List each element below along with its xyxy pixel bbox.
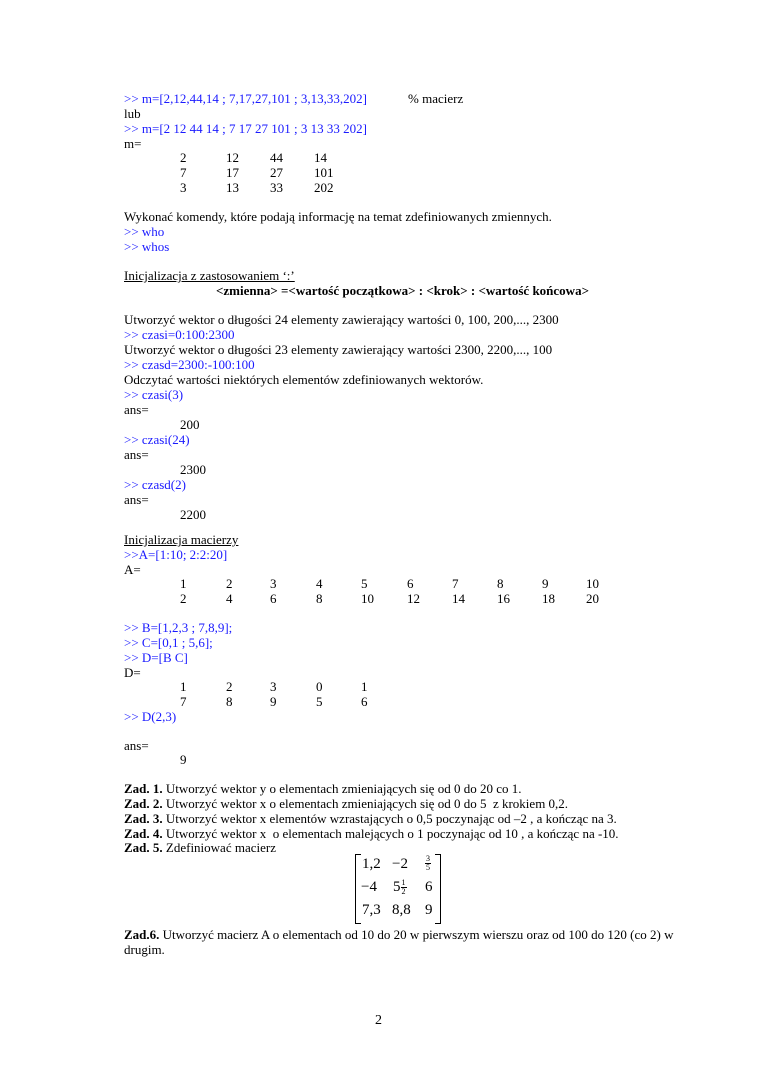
matrix-cell: 5 bbox=[361, 576, 368, 591]
output-d-label: D= bbox=[124, 665, 141, 680]
output-m-label: m= bbox=[124, 136, 142, 151]
output-ans-value: 9 bbox=[180, 752, 187, 767]
matrix-cell: 202 bbox=[314, 180, 334, 195]
task-1 bbox=[124, 781, 521, 796]
matrix-cell: 17 bbox=[226, 165, 239, 180]
code-czasi: >> czasi=0:100:2300 bbox=[124, 327, 235, 342]
matrix-cell: 0 bbox=[316, 679, 323, 694]
code-c-def: >> C=[0,1 ; 5,6]; bbox=[124, 635, 213, 650]
text-vec24: Utworzyć wektor o długości 24 elementy zawierający wartości 0, 100, 200,..., 2300 bbox=[124, 312, 559, 327]
output-ans-value: 2200 bbox=[180, 507, 206, 522]
matrix-cell: 8 bbox=[316, 591, 323, 606]
code-czasd-2: >> czasd(2) bbox=[124, 477, 186, 492]
task-6 bbox=[124, 927, 673, 942]
code-czasi-24: >> czasi(24) bbox=[124, 432, 190, 447]
matrix-cell: 20 bbox=[586, 591, 599, 606]
text-read: Odczytać wartości niektórych elementów zdefiniowanych wektorów. bbox=[124, 372, 484, 387]
task-label: Zad. 1. bbox=[124, 781, 163, 796]
matrix-entry-mixed: 5 $\frac{1}{2}$ bbox=[393, 878, 406, 897]
matrix-cell: 3 bbox=[180, 180, 187, 195]
output-ans-label: ans= bbox=[124, 447, 149, 462]
code-who: >> who bbox=[124, 224, 165, 239]
task-4 bbox=[124, 826, 619, 841]
matrix-cell: 4 bbox=[226, 591, 233, 606]
output-ans-label: ans= bbox=[124, 402, 149, 417]
matrix-entry: 7,3 bbox=[362, 902, 381, 918]
matrix-cell: 44 bbox=[270, 150, 283, 165]
matrix-cell: 27 bbox=[270, 165, 283, 180]
code-comment: % macierz bbox=[408, 91, 464, 106]
matrix-cell: 4 bbox=[316, 576, 323, 591]
task-label: Zad. 5. bbox=[124, 840, 163, 855]
matrix-cell: 12 bbox=[407, 591, 420, 606]
matrix-cell: 7 bbox=[452, 576, 459, 591]
task-text: Utworzyć wektor x o elementach malejących o 1 poczynając od 10 , a kończąc na -10. bbox=[162, 826, 619, 841]
code-b-def: >> B=[1,2,3 ; 7,8,9]; bbox=[124, 620, 233, 635]
task-label: Zad. 3. bbox=[124, 811, 163, 826]
matrix-cell: 10 bbox=[586, 576, 599, 591]
task-label: Zad. 2. bbox=[124, 796, 163, 811]
matrix-entry: 1,2 bbox=[362, 856, 381, 872]
matrix-cell: 10 bbox=[361, 591, 374, 606]
matrix-cell: 5 bbox=[316, 694, 323, 709]
task-5 bbox=[124, 840, 276, 855]
code-a-def: >>A=[1:10; 2:2:20] bbox=[124, 547, 228, 562]
text-lub: lub bbox=[124, 106, 141, 121]
matrix-cell: 8 bbox=[497, 576, 504, 591]
matrix-cell: 3 bbox=[270, 576, 277, 591]
matrix-cell: 13 bbox=[226, 180, 239, 195]
matrix-cell: 16 bbox=[497, 591, 510, 606]
matrix-entry: 6 bbox=[425, 879, 433, 895]
matrix-cell: 6 bbox=[407, 576, 414, 591]
matrix-cell: 14 bbox=[314, 150, 327, 165]
matrix-cell: 2 bbox=[226, 576, 233, 591]
matrix-entry: 9 bbox=[425, 902, 433, 918]
code-m-def-commas: >> m=[2,12,44,14 ; 7,17,27,101 ; 3,13,33,202] bbox=[124, 91, 367, 106]
matrix-cell: 101 bbox=[314, 165, 334, 180]
task-3 bbox=[124, 811, 617, 826]
code-whos: >> whos bbox=[124, 239, 170, 254]
task-label: Zad.6. bbox=[124, 927, 160, 942]
output-ans-value: 200 bbox=[180, 417, 200, 432]
section-heading-colon: Inicjalizacja z zastosowaniem ‘:’ bbox=[124, 268, 295, 283]
code-m-def-spaces: >> m=[2 12 44 14 ; 7 17 27 101 ; 3 13 33 202] bbox=[124, 121, 367, 136]
matrix-cell: 6 bbox=[270, 591, 277, 606]
output-ans-value: 2300 bbox=[180, 462, 206, 477]
code-czasd: >> czasd=2300:-100:100 bbox=[124, 357, 255, 372]
code-d-def: >> D=[B C] bbox=[124, 650, 188, 665]
matrix-cell: 2 bbox=[180, 591, 187, 606]
matrix-cell: 8 bbox=[226, 694, 233, 709]
matrix-cell: 12 bbox=[226, 150, 239, 165]
task-text: Utworzyć macierz A o elementach od 10 do 20 w pierwszym wierszu oraz od 100 do 120 (co 2) w bbox=[159, 927, 674, 942]
matrix-cell: 33 bbox=[270, 180, 283, 195]
matrix-entry: −2 bbox=[392, 856, 408, 872]
task-text: Zdefiniować macierz bbox=[162, 840, 276, 855]
matrix-cell: 9 bbox=[270, 694, 277, 709]
task-text: Utworzyć wektor x o elementach zmieniających się od 0 do 5 z krokiem 0,2. bbox=[162, 796, 569, 811]
matrix-cell: 1 bbox=[361, 679, 368, 694]
matrix-cell: 1 bbox=[180, 576, 187, 591]
matrix-entry: 8,8 bbox=[392, 902, 411, 918]
task-label: Zad. 4. bbox=[124, 826, 163, 841]
matrix-cell: 2 bbox=[226, 679, 233, 694]
matrix-entry: −4 bbox=[361, 879, 377, 895]
page-number: 2 bbox=[375, 1013, 382, 1028]
matrix-cell: 2 bbox=[180, 150, 187, 165]
right-bracket bbox=[435, 854, 441, 924]
matrix-cell: 18 bbox=[542, 591, 555, 606]
section-heading-matrix: Inicjalizacja macierzy bbox=[124, 532, 239, 547]
text-who-intro: Wykonać komendy, które podają informację na temat zdefiniowanych zmiennych. bbox=[124, 209, 552, 224]
matrix-cell: 1 bbox=[180, 679, 187, 694]
task-text: Utworzyć wektor y o elementach zmieniających się od 0 do 20 co 1. bbox=[162, 781, 522, 796]
matrix-cell: 3 bbox=[270, 679, 277, 694]
matrix-cell: 14 bbox=[452, 591, 465, 606]
task-6-cont: drugim. bbox=[124, 942, 165, 957]
output-ans-label: ans= bbox=[124, 492, 149, 507]
task-2 bbox=[124, 796, 568, 811]
matrix-cell: 7 bbox=[180, 165, 187, 180]
output-ans-label: ans= bbox=[124, 738, 149, 753]
code-czasi-3: >> czasi(3) bbox=[124, 387, 184, 402]
text-vec23: Utworzyć wektor o długości 23 elementy zawierający wartości 2300, 2200,..., 100 bbox=[124, 342, 553, 357]
matrix-cell: 7 bbox=[180, 694, 187, 709]
matrix-cell: 6 bbox=[361, 694, 368, 709]
matrix-entry-fraction: $\frac{3}{5}$ bbox=[426, 854, 430, 873]
output-a-label: A= bbox=[124, 562, 141, 577]
syntax-line: <zmienna> =<wartość początkowa> : <krok> : <wartość końcowa> bbox=[216, 283, 589, 298]
task-text: Utworzyć wektor x elementów wzrastających o 0,5 poczynając od –2 , a kończąc na 3. bbox=[162, 811, 617, 826]
matrix-cell: 9 bbox=[542, 576, 549, 591]
code-d-index: >> D(2,3) bbox=[124, 709, 177, 724]
task5-matrix bbox=[355, 854, 441, 922]
